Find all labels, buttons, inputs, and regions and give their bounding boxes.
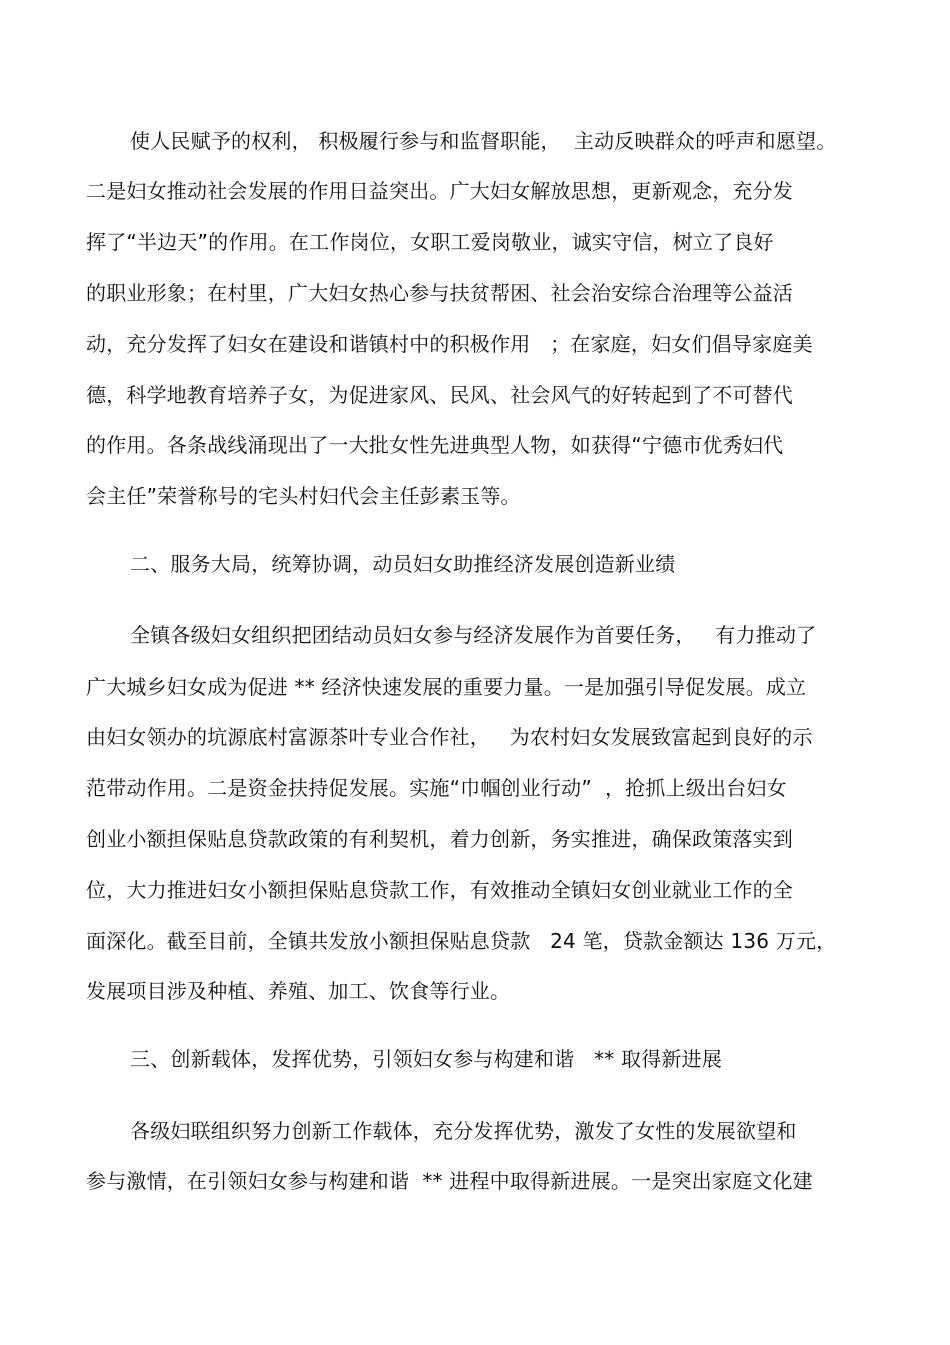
section-heading: 三、创新载体，发挥优势，引领妇女参与构建和谐 ** 取得新进展 — [130, 1047, 723, 1071]
text-line: 全镇各级妇女组织把团结动员妇女参与经济发展作为首要任务， 有力推动了 — [130, 623, 817, 647]
text-line: 面深化。截至目前，全镇共发放小额担保贴息贷款 24 笔，贷款金额达 136 万元， — [86, 929, 837, 953]
text-line: 发展项目涉及种植、养殖、加工、饮食等行业。 — [86, 979, 511, 1003]
text-line: 使人民赋予的权利， 积极履行参与和监督职能， 主动反映群众的呼声和愿望。 — [130, 129, 837, 153]
text-line: 的作用。各条战线涌现出了一大批女性先进典型人物，如获得“宁德市优秀妇代 — [86, 433, 784, 457]
text-line: 位，大力推进妇女小额担保贴息贷款工作，有效推动全镇妇女创业就业工作的全 — [86, 878, 793, 902]
text-line: 参与激情，在引领妇女参与构建和谐 ** 进程中取得新进展。一是突出家庭文化建 — [86, 1169, 813, 1193]
text-line: 创业小额担保贴息贷款政策的有利契机，着力创新，务实推进，确保政策落实到 — [86, 827, 793, 851]
text-line: 会主任”荣誉称号的宅头村妇代会主任彭素玉等。 — [86, 484, 521, 508]
text-line: 挥了“半边天”的作用。在工作岗位，女职工爱岗敬业，诚实守信，树立了良好 — [86, 230, 774, 254]
text-line: 的职业形象；在村里，广大妇女热心参与扶贫帮困、社会治安综合治理等公益活 — [86, 281, 793, 305]
text-line: 由妇女领办的坑源底村富源茶叶专业合作社， 为农村妇女发展致富起到良好的示 — [86, 725, 813, 749]
section-heading: 二、服务大局，统筹协调，动员妇女助推经济发展创造新业绩 — [130, 552, 676, 576]
text-line: 范带动作用。二是资金扶持促发展。实施“巾帼创业行动” ，抢抓上级出台妇女 — [86, 776, 787, 800]
text-line: 动，充分发挥了妇女在建设和谐镇村中的积极作用 ；在家庭，妇女们倡导家庭美 — [86, 332, 813, 356]
text-line: 广大城乡妇女成为促进 ** 经济快速发展的重要力量。一是加强引导促发展。成立 — [86, 675, 807, 699]
text-line: 二是妇女推动社会发展的作用日益突出。广大妇女解放思想，更新观念，充分发 — [86, 179, 793, 203]
text-line: 德，科学地教育培养子女，为促进家风、民风、社会风气的好转起到了不可替代 — [86, 383, 793, 407]
text-line: 各级妇联组织努力创新工作载体，充分发挥优势，激发了女性的发展欲望和 — [130, 1119, 797, 1143]
